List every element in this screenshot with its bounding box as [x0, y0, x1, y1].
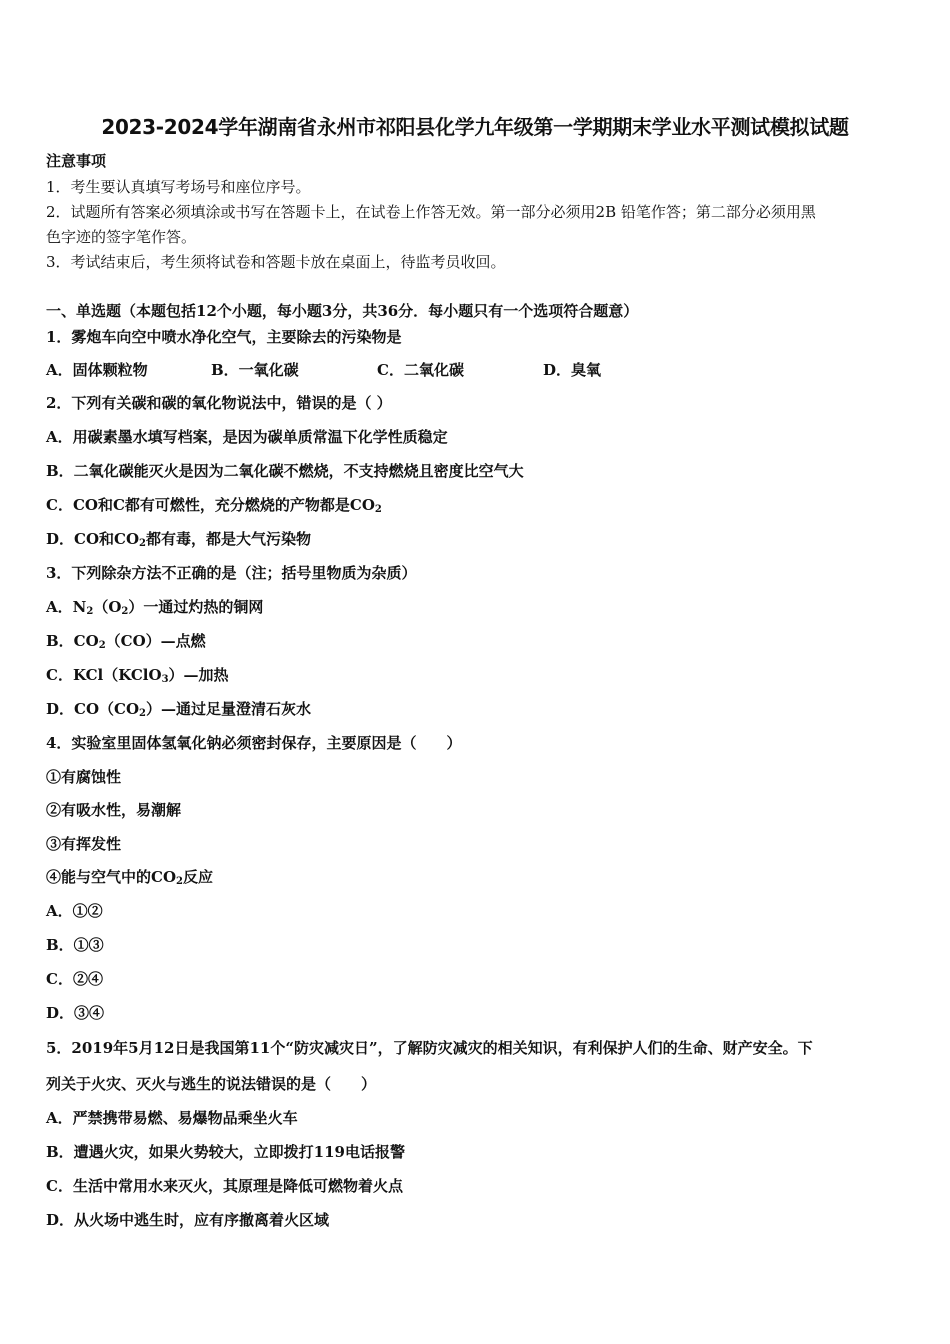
q3-option-b: B．$CO_2(CO)—$点燃 [46, 632, 206, 651]
notes-heading: 注意事项 [46, 152, 107, 170]
q2-option-d: D．CO和$CO_2$都有毒，都是大气污染物 [46, 530, 312, 549]
q5-option-b: B．遭遇火灾，如果火势较大，立即拨打119电话报警 [46, 1143, 405, 1161]
q1-option-c: C．二氧化碳 [377, 361, 464, 379]
question-1-stem: 1．雾炮车向空中喷水净化空气，主要除去的污染物是 [46, 328, 402, 346]
q4-option-d: D．③④ [46, 1004, 105, 1022]
note-item-2-cont: 色字迹的签字笔作答。 [46, 228, 197, 246]
q1-option-b: B．一氧化碳 [211, 361, 299, 379]
section-heading: 一、单选题（本题包括12个小题，每小题3分，共36分．每小题只有一个选项符合题意） [46, 302, 639, 320]
question-5-stem-line-2: 列关于火灾、灭火与逃生的说法错误的是（ ） [46, 1075, 377, 1093]
question-3-stem: 3．下列除杂方法不正确的是（注；括号里物质为杂质） [46, 564, 417, 582]
note-item-1: 1．考生要认真填写考场号和座位序号。 [46, 178, 311, 196]
q1-option-a: A．固体颗粒物 [46, 361, 148, 379]
q4-option-a: A．①② [46, 902, 103, 920]
q4-statement-4: ④能与空气中的$CO_2$反应 [46, 868, 213, 887]
q4-statement-2: ②有吸水性，易潮解 [46, 801, 182, 819]
question-4-stem: 4．实验室里固体氢氧化钠必须密封保存，主要原因是（ ） [46, 734, 462, 752]
q2-option-b: B．二氧化碳能灭火是因为二氧化碳不燃烧，不支持燃烧且密度比空气大 [46, 462, 524, 480]
exam-title: 2023-2024学年湖南省永州市祁阳县化学九年级第一学期期末学业水平测试模拟试题 [101, 115, 849, 139]
q5-option-c: C．生活中常用水来灭火，其原理是降低可燃物着火点 [46, 1177, 403, 1195]
q3-option-a: A．$N_2(O_2)$一通过灼热的铜网 [46, 598, 264, 617]
q5-option-a: A．严禁携带易燃、易爆物品乘坐火车 [46, 1109, 298, 1127]
note-item-3: 3．考试结束后，考生须将试卷和答题卡放在桌面上，待监考员收回。 [46, 253, 506, 271]
q4-option-b: B．①③ [46, 936, 104, 954]
q2-option-c: C．CO和C都有可燃性，充分燃烧的产物都是$CO_2$ [46, 496, 382, 515]
note-item-2: 2．试题所有答案必须填涂或书写在答题卡上，在试卷上作答无效。第一部分必须用2B 铅笔作答；第二部分必须用黑 [46, 203, 816, 221]
q3-option-d: D．$CO(CO_2)—$通过足量澄清石灰水 [46, 700, 312, 719]
question-2-stem: 2．下列有关碳和碳的氧化物说法中，错误的是（ ） [46, 394, 392, 412]
q3-option-c: C．KCl（KClO$_3$）—加热 [46, 666, 229, 685]
q4-statement-1: ①有腐蚀性 [46, 768, 122, 786]
q1-option-d: D．臭氧 [543, 361, 602, 379]
q2-option-a: A．用碳素墨水填写档案，是因为碳单质常温下化学性质稳定 [46, 428, 448, 446]
question-5-stem-line-1: 5．2019年5月12日是我国第11个“防灾减灾日”，了解防灾减灾的相关知识，有利保护人们的生命、财产安全。下 [46, 1039, 813, 1057]
q5-option-d: D．从火场中逃生时，应有序撤离着火区域 [46, 1211, 330, 1229]
q4-statement-3: ③有挥发性 [46, 835, 122, 853]
q4-option-c: C．②④ [46, 970, 103, 988]
